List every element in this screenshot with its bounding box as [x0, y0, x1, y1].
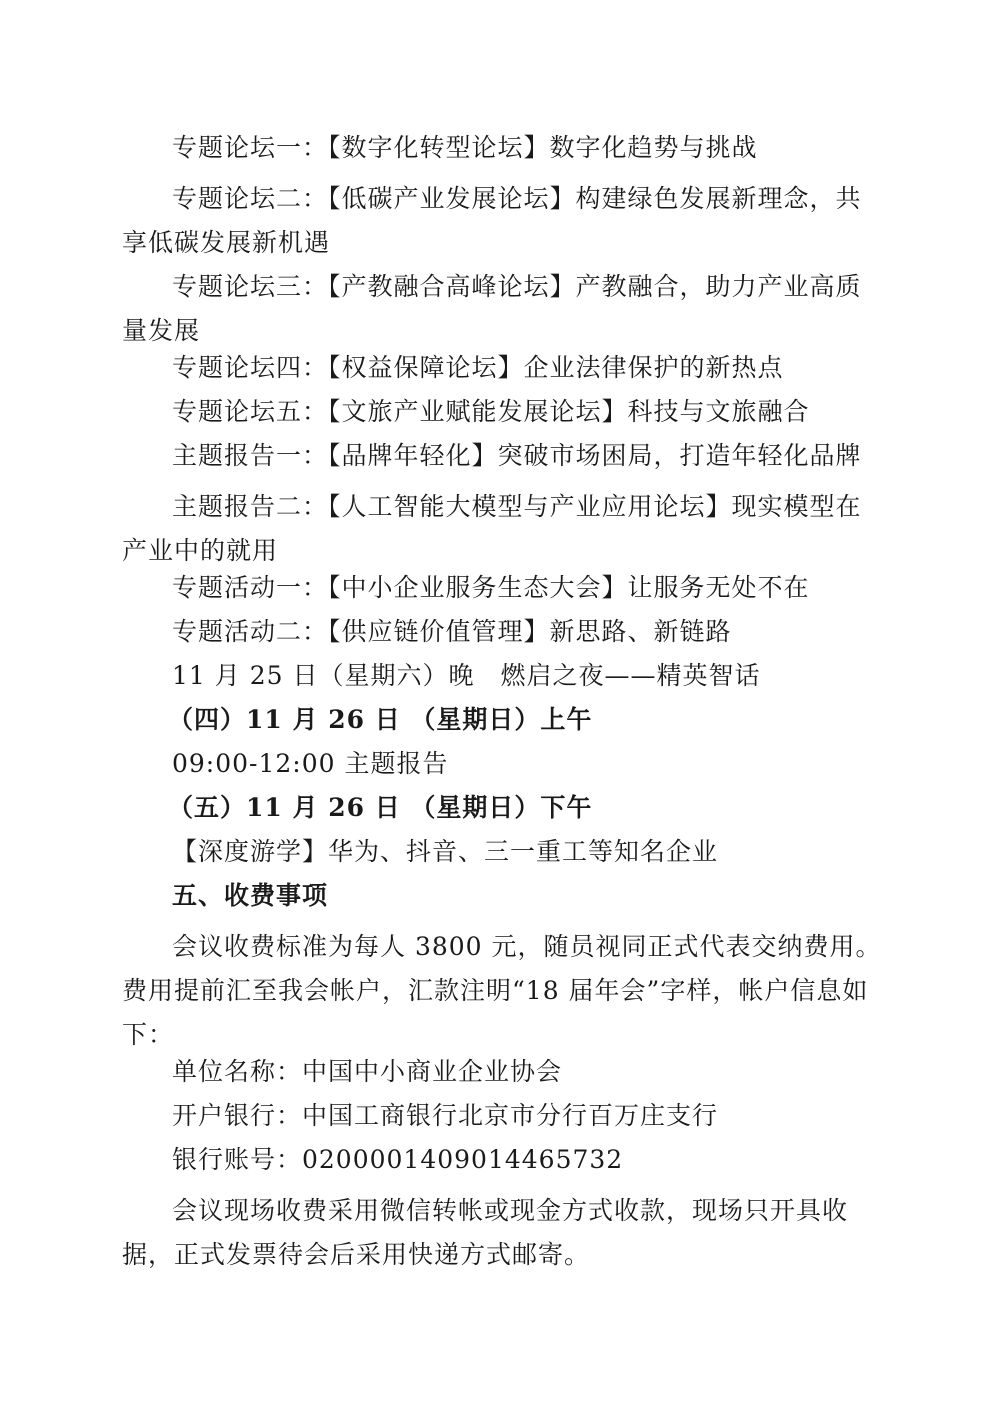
schedule-day4-heading: （四）11 月 26 日 （星期日）上午 [168, 705, 593, 734]
agenda-item-activity-1: 专题活动一：【中小企业服务生态大会】让服务无处不在 [172, 573, 810, 602]
agenda-item-forum-2: 专题论坛二：【低碳产业发展论坛】构建绿色发展新理念，共享低碳发展新机遇 [122, 184, 862, 257]
agenda-item-forum-1: 专题论坛一：【数字化转型论坛】数字化趋势与挑战 [172, 133, 758, 162]
agenda-item-forum-3: 专题论坛三：【产教融合高峰论坛】产教融合，助力产业高质量发展 [122, 272, 862, 345]
bank-name: 开户银行：中国工商银行北京市分行百万庄支行 [172, 1101, 719, 1130]
agenda-item-evening: 11 月 25 日（星期六）晚 燃启之夜——精英智话 [172, 661, 761, 690]
agenda-item-forum-4: 专题论坛四：【权益保障论坛】企业法律保护的新热点 [172, 353, 784, 382]
agenda-item-report-1: 主题报告一：【品牌年轻化】突破市场困局，打造年轻化品牌 [172, 441, 862, 470]
schedule-day5-heading: （五）11 月 26 日 （星期日）下午 [168, 793, 593, 822]
account-name: 单位名称：中国中小商业企业协会 [172, 1057, 563, 1086]
schedule-day5-item: 【深度游学】华为、抖音、三一重工等知名企业 [172, 837, 719, 866]
fees-section-heading: 五、收费事项 [172, 881, 329, 910]
agenda-item-activity-2: 专题活动二：【供应链价值管理】新思路、新链路 [172, 617, 732, 646]
onsite-payment-paragraph: 会议现场收费采用微信转帐或现金方式收款，现场只开具收据，正式发票待会后采用快递方式邮寄。 [122, 1196, 849, 1269]
schedule-day4-item: 09:00-12:00 主题报告 [172, 749, 449, 778]
fees-paragraph: 会议收费标准为每人 3800 元，随员视同正式代表交纳费用。费用提前汇至我会帐户，汇款注明“18 届年会”字样，帐户信息如下： [122, 932, 882, 1049]
agenda-item-report-2: 主题报告二：【人工智能大模型与产业应用论坛】现实模型在产业中的就用 [122, 492, 862, 565]
account-number: 银行账号：0200001409014465732 [172, 1145, 624, 1174]
agenda-item-forum-5: 专题论坛五：【文旅产业赋能发展论坛】科技与文旅融合 [172, 397, 810, 426]
